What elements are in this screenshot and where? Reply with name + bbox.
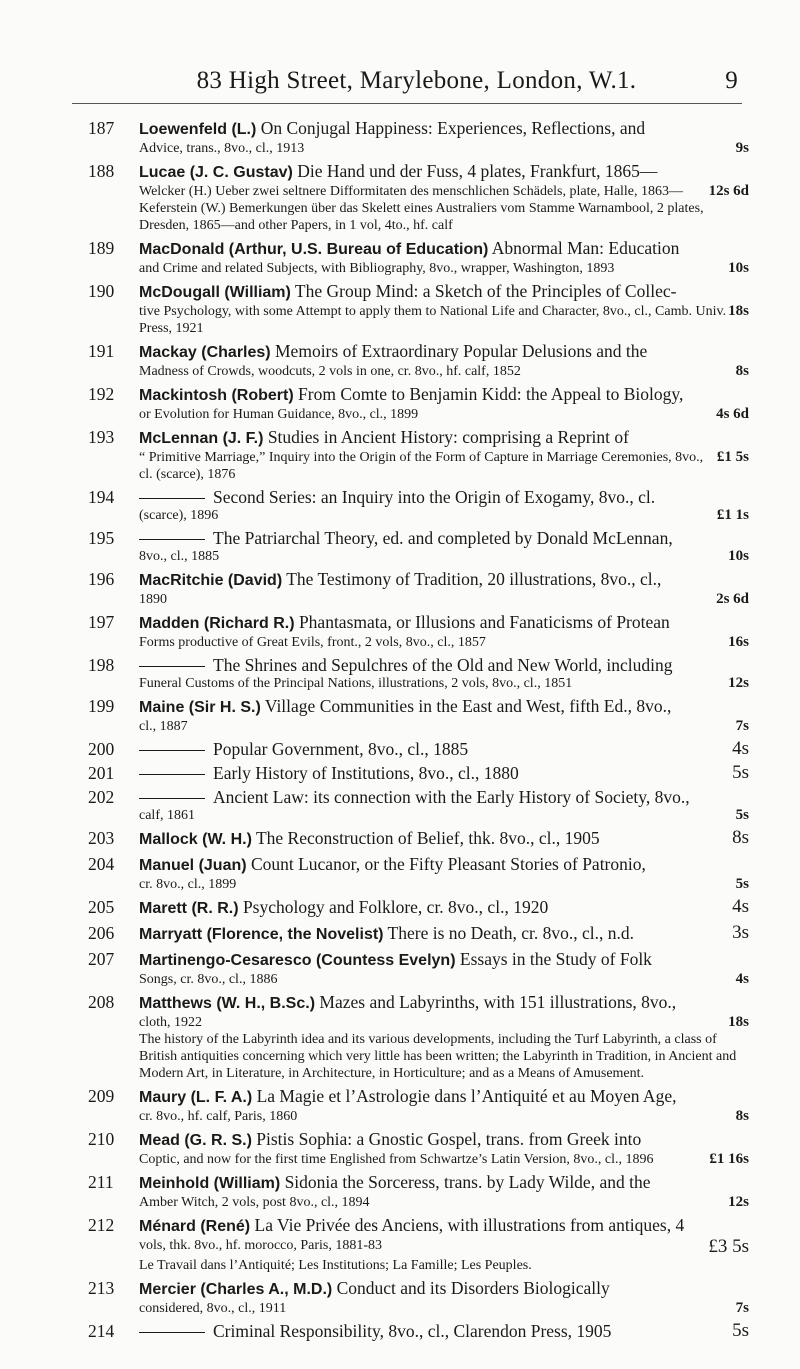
entry-number: 209: [88, 1086, 115, 1106]
entry-title: Memoirs of Extraordinary Popular Delusions and the: [270, 341, 648, 361]
entry-number: 196: [88, 569, 115, 589]
entry-number: 202: [88, 787, 115, 807]
entry-details: [139, 507, 749, 524]
entry-author: Meinhold (William): [139, 1175, 281, 1192]
entry-heading: [139, 281, 749, 303]
entry-title: The Group Mind: a Sketch of the Principles of Collec-: [290, 281, 677, 301]
entry-details-text: and Crime and related Subjects, with Bibliography, 8vo., wrapper, Washington, 1893: [139, 261, 615, 276]
header-rule: [72, 103, 742, 104]
catalog-entry: [88, 341, 749, 380]
entry-heading: [139, 949, 749, 971]
entry-price: 5s: [732, 762, 749, 783]
entry-author: Mackintosh (Robert): [139, 387, 294, 404]
entry-price: 5s: [735, 876, 749, 892]
entry-details-text: Funeral Customs of the Principal Nations, illustrations, 2 vols, 8vo., cl., 1851: [139, 676, 573, 691]
entry-price: 2s 6d: [716, 591, 749, 607]
entry-number: 214: [88, 1321, 115, 1341]
entry-details-text: cr. 8vo., cl., 1899: [139, 877, 237, 892]
entry-details-text: vols, thk. 8vo., hf. morocco, Paris, 1881-83: [139, 1238, 383, 1253]
entry-number: 205: [88, 897, 115, 917]
entry-number: 213: [88, 1278, 115, 1298]
entry-details: [139, 807, 749, 824]
entry-price: £3 5s: [708, 1236, 749, 1257]
entry-title: Early History of Institutions, 8vo., cl., 1880: [213, 763, 519, 783]
entry-details: [139, 548, 749, 565]
entry-number: 187: [88, 118, 115, 138]
catalog-entry: [88, 949, 749, 988]
catalog-entry: [88, 161, 749, 234]
entry-details-text: Madness of Crowds, woodcuts, 2 vols in one, cr. 8vo., hf. calf, 1852: [139, 364, 521, 379]
entry-heading: [139, 1086, 749, 1108]
catalog-entry: [88, 1278, 749, 1317]
entry-details-text: (scarce), 1896: [139, 508, 219, 523]
entry-price: 12s: [728, 675, 749, 691]
catalog-entry: [88, 1086, 749, 1125]
entry-title: Psychology and Folklore, cr. 8vo., cl., 1920: [238, 897, 549, 917]
entry-number: 207: [88, 949, 115, 969]
entry-price: 4s: [735, 971, 749, 987]
catalog-entry: [88, 1172, 749, 1211]
entry-heading: [139, 569, 749, 591]
entry-price: 16s: [728, 634, 749, 650]
entry-author: Madden (Richard R.): [139, 615, 295, 632]
entry-details-text: calf, 1861: [139, 808, 195, 823]
entry-details-text: “ Primitive Marriage,” Inquiry into the Origin of the Form of Capture in Marriage Ceremonies, 8vo., cl. (scarce), 1876: [139, 450, 704, 482]
catalog-entry: [88, 655, 749, 692]
entry-details-text: tive Psychology, with some Attempt to apply them to National Life and Character, 8vo., cl., Camb. Univ. Press, 1921: [139, 304, 727, 336]
entry-note: The history of the Labyrinth idea and its various developments, including the Turf Labyrinth, a class of British antiquities concerning which very little has been written; the Labyrinth in Tradition, in Ancient and Modern Art, in Literature, in Architecture, in Horticulture; and as a Means of Amusement.: [139, 1032, 737, 1081]
entry-details: [139, 1014, 749, 1031]
entry-heading: [139, 427, 749, 449]
entry-heading: [139, 787, 749, 807]
entry-title: Abnormal Man: Education: [488, 238, 680, 258]
ditto-dash: [139, 750, 205, 751]
page-header: [95, 66, 738, 96]
entry-details-text: or Evolution for Human Guidance, 8vo., cl., 1899: [139, 407, 419, 422]
catalog-entry: [88, 427, 749, 483]
entry-title: La Magie et l’Astrologie dans l’Antiquité et au Moyen Age,: [252, 1086, 677, 1106]
catalog-entry: [88, 787, 749, 824]
catalog-entry: [88, 827, 749, 850]
entry-price: 8s: [735, 363, 749, 379]
entry-details: [139, 634, 749, 651]
entry-details: [139, 591, 749, 608]
entry-details: [139, 1237, 749, 1257]
entry-author: Martinengo-Cesaresco (Countess Evelyn): [139, 952, 456, 969]
entry-price: 7s: [735, 718, 749, 734]
entry-author: McLennan (J. F.): [139, 430, 264, 447]
entry-author: McDougall (William): [139, 284, 291, 301]
entry-title: Essays in the Study of Folk: [455, 949, 652, 969]
catalog-entry: [88, 1129, 749, 1168]
entry-title: From Comte to Benjamin Kidd: the Appeal to Biology,: [293, 384, 684, 404]
entry-title: Village Communities in the East and West, fifth Ed., 8vo.,: [260, 696, 672, 716]
ditto-dash: [139, 774, 205, 775]
entry-title: On Conjugal Happiness: Experiences, Reflections, and: [256, 118, 646, 138]
entry-number: 189: [88, 238, 115, 258]
entry-number: 199: [88, 696, 115, 716]
entry-number: 204: [88, 854, 115, 874]
catalog-entry: [88, 896, 749, 919]
entry-number: 195: [88, 528, 115, 548]
entry-details-text: cr. 8vo., hf. calf, Paris, 1860: [139, 1109, 298, 1124]
entry-price: 7s: [735, 1300, 749, 1316]
entry-details: [139, 303, 749, 337]
entry-title: Popular Government, 8vo., cl., 1885: [213, 739, 469, 759]
entry-details-text: Amber Witch, 2 vols, post 8vo., cl., 1894: [139, 1195, 370, 1210]
entry-author: Mackay (Charles): [139, 344, 271, 361]
entry-price: 9s: [735, 140, 749, 156]
entry-details: [139, 971, 749, 988]
entry-details: [139, 363, 749, 380]
entry-price: 10s: [728, 548, 749, 564]
catalog-entry: [88, 569, 749, 608]
entry-price: 8s: [732, 827, 749, 848]
entry-price: £1 5s: [716, 449, 749, 465]
entry-number: 194: [88, 487, 115, 507]
entry-details-text: Welcker (H.) Ueber zwei seltnere Difformitaten des menschlichen Schädels, plate, Halle, 1863—Keferstein (W.) Bemerkungen über das Skelett eines Australiers vom Stamme Warnambool, 2 plates, Dresden, 1865—and other Papers, in 1 vol, 4to., hf. calf: [139, 184, 704, 233]
entry-heading: [139, 487, 749, 507]
catalog-entry: [88, 118, 749, 157]
entry-details: [139, 183, 749, 234]
entry-title: Count Lucanor, or the Fifty Pleasant Stories of Patronio,: [246, 854, 646, 874]
entry-heading: [139, 923, 749, 945]
entry-author: Loewenfeld (L.): [139, 121, 257, 138]
entry-title: Studies in Ancient History: comprising a Reprint of: [263, 427, 629, 447]
entry-author: Marryatt (Florence, the Novelist): [139, 926, 384, 943]
entry-heading: [139, 696, 749, 718]
entry-number: 198: [88, 655, 115, 675]
entry-heading: [139, 528, 749, 548]
catalog-entry: [88, 696, 749, 735]
entry-title: Sidonia the Sorceress, trans. by Lady Wilde, and the: [280, 1172, 651, 1192]
entry-heading: [139, 612, 749, 634]
entry-author: Maine (Sir H. S.): [139, 699, 261, 716]
catalog-entry: [88, 281, 749, 337]
ditto-dash: [139, 498, 205, 499]
entry-heading: [139, 992, 749, 1014]
entry-details-text: Songs, cr. 8vo., cl., 1886: [139, 972, 278, 987]
entry-number: 197: [88, 612, 115, 632]
entry-heading: [139, 161, 749, 183]
entry-number: 208: [88, 992, 115, 1012]
catalog-entry: [88, 738, 749, 759]
entry-author: Mead (G. R. S.): [139, 1132, 252, 1149]
entry-price: 3s: [732, 922, 749, 943]
entry-title: Ancient Law: its connection with the Early History of Society, 8vo.,: [213, 787, 690, 807]
catalog-entry: [88, 762, 749, 783]
entry-price: £1 16s: [709, 1151, 749, 1167]
entry-number: 193: [88, 427, 115, 447]
entry-price: 12s 6d: [708, 183, 749, 199]
entry-details-text: cl., 1887: [139, 719, 188, 734]
entry-heading: [139, 341, 749, 363]
entry-details: [139, 406, 749, 423]
entry-price: 5s: [732, 1320, 749, 1341]
entry-title: Criminal Responsibility, 8vo., cl., Clarendon Press, 1905: [213, 1321, 612, 1341]
entry-price: 10s: [728, 260, 749, 276]
entry-title: The Reconstruction of Belief, thk. 8vo., cl., 1905: [251, 828, 600, 848]
entry-heading: [139, 854, 749, 876]
entry-heading: [139, 897, 749, 919]
entry-title: The Patriarchal Theory, ed. and completed by Donald McLennan,: [213, 528, 673, 548]
entry-author: Ménard (René): [139, 1218, 251, 1235]
entry-title: Pistis Sophia: a Gnostic Gospel, trans. from Greek into: [251, 1129, 642, 1149]
entry-price: £1 1s: [716, 507, 749, 523]
catalog-entry: [88, 922, 749, 945]
entry-author: MacDonald (Arthur, U.S. Bureau of Education): [139, 241, 489, 258]
entry-author: Manuel (Juan): [139, 857, 247, 874]
entry-number: 190: [88, 281, 115, 301]
entry-author: Maury (L. F. A.): [139, 1089, 253, 1106]
entry-details-text: 8vo., cl., 1885: [139, 549, 220, 564]
entry-heading: [139, 655, 749, 675]
entry-details-text: 1890: [139, 592, 167, 607]
entry-details: [139, 1194, 749, 1211]
entry-price: 8s: [735, 1108, 749, 1124]
catalog-entry: [88, 238, 749, 277]
entry-number: 192: [88, 384, 115, 404]
ditto-dash: [139, 1332, 205, 1333]
entry-title: The Shrines and Sepulchres of the Old and New World, including: [213, 655, 673, 675]
entry-heading: [139, 739, 749, 759]
entry-heading: [139, 763, 749, 783]
catalog-entry: [88, 854, 749, 893]
catalog-entry: [88, 612, 749, 651]
entry-number: 203: [88, 828, 115, 848]
catalog-entry: [88, 384, 749, 423]
entry-details-text: Coptic, and now for the first time Englished from Schwartze’s Latin Version, 8vo., cl., 1896: [139, 1152, 654, 1167]
entry-title: Mazes and Labyrinths, with 151 illustrations, 8vo.,: [315, 992, 677, 1012]
catalog-entry: [88, 528, 749, 565]
entry-details: [139, 449, 749, 483]
entry-heading: [139, 1278, 749, 1300]
entry-heading: [139, 1129, 749, 1151]
entry-details-text: cloth, 1922: [139, 1015, 202, 1030]
entry-author: Lucae (J. C. Gustav): [139, 164, 293, 181]
entry-number: 200: [88, 739, 115, 759]
entry-author: Marett (R. R.): [139, 900, 239, 917]
entry-heading: [139, 1172, 749, 1194]
entry-author: MacRitchie (David): [139, 572, 283, 589]
ditto-dash: [139, 539, 205, 540]
entry-title: Second Series: an Inquiry into the Origin of Exogamy, 8vo., cl.: [213, 487, 656, 507]
entry-price: 18s: [728, 1014, 749, 1030]
entry-details: [139, 1151, 749, 1168]
entry-author: Mercier (Charles A., M.D.): [139, 1281, 333, 1298]
page-number: 9: [725, 67, 738, 94]
catalog-list: [0, 118, 800, 1345]
entry-details-text: Forms productive of Great Evils, front., 2 vols, 8vo., cl., 1857: [139, 635, 486, 650]
entry-heading: [139, 1215, 749, 1237]
entry-details: [139, 876, 749, 893]
entry-number: 201: [88, 763, 115, 783]
page-title: 83 High Street, Marylebone, London, W.1.: [196, 67, 637, 94]
entry-details: [139, 260, 749, 277]
entry-heading: [139, 828, 749, 850]
entry-number: 188: [88, 161, 115, 181]
entry-title: Phantasmata, or Illusions and Fanaticisms of Protean: [294, 612, 670, 632]
entry-price: 4s: [732, 896, 749, 917]
entry-title: La Vie Privée des Anciens, with illustrations from antiques, 4: [250, 1215, 685, 1235]
catalog-entry: [88, 1215, 749, 1274]
entry-number: 211: [88, 1172, 114, 1192]
catalog-entry: [88, 487, 749, 524]
entry-price: 5s: [735, 807, 749, 823]
entry-price: 4s 6d: [716, 406, 749, 422]
entry-title: Conduct and its Disorders Biologically: [332, 1278, 610, 1298]
catalog-entry: [88, 1320, 749, 1341]
entry-details-text: considered, 8vo., cl., 1911: [139, 1301, 287, 1316]
entry-heading: [139, 384, 749, 406]
entry-price: 4s: [732, 738, 749, 759]
entry-title: There is no Death, cr. 8vo., cl., n.d.: [383, 923, 634, 943]
entry-number: 206: [88, 923, 115, 943]
entry-author: Matthews (W. H., B.Sc.): [139, 995, 316, 1012]
entry-details: [139, 675, 749, 692]
entry-number: 212: [88, 1215, 115, 1235]
entry-heading: [139, 1321, 749, 1341]
ditto-dash: [139, 798, 205, 799]
entry-note: Le Travail dans l’Antiquité; Les Institutions; La Famille; Les Peuples.: [139, 1258, 532, 1273]
entry-heading: [139, 118, 749, 140]
entry-author: Mallock (W. H.): [139, 831, 252, 848]
entry-details: [139, 140, 749, 157]
ditto-dash: [139, 666, 205, 667]
entry-price: 12s: [728, 1194, 749, 1210]
entry-number: 191: [88, 341, 115, 361]
entry-price: 18s: [728, 303, 749, 319]
entry-details-text: Advice, trans., 8vo., cl., 1913: [139, 141, 305, 156]
entry-details: [139, 718, 749, 735]
entry-title: Die Hand und der Fuss, 4 plates, Frankfurt, 1865—: [292, 161, 658, 181]
catalog-entry: [88, 992, 749, 1082]
entry-number: 210: [88, 1129, 115, 1149]
entry-heading: [139, 238, 749, 260]
entry-details: [139, 1300, 749, 1317]
entry-title: The Testimony of Tradition, 20 illustrations, 8vo., cl.,: [282, 569, 662, 589]
entry-details: [139, 1108, 749, 1125]
